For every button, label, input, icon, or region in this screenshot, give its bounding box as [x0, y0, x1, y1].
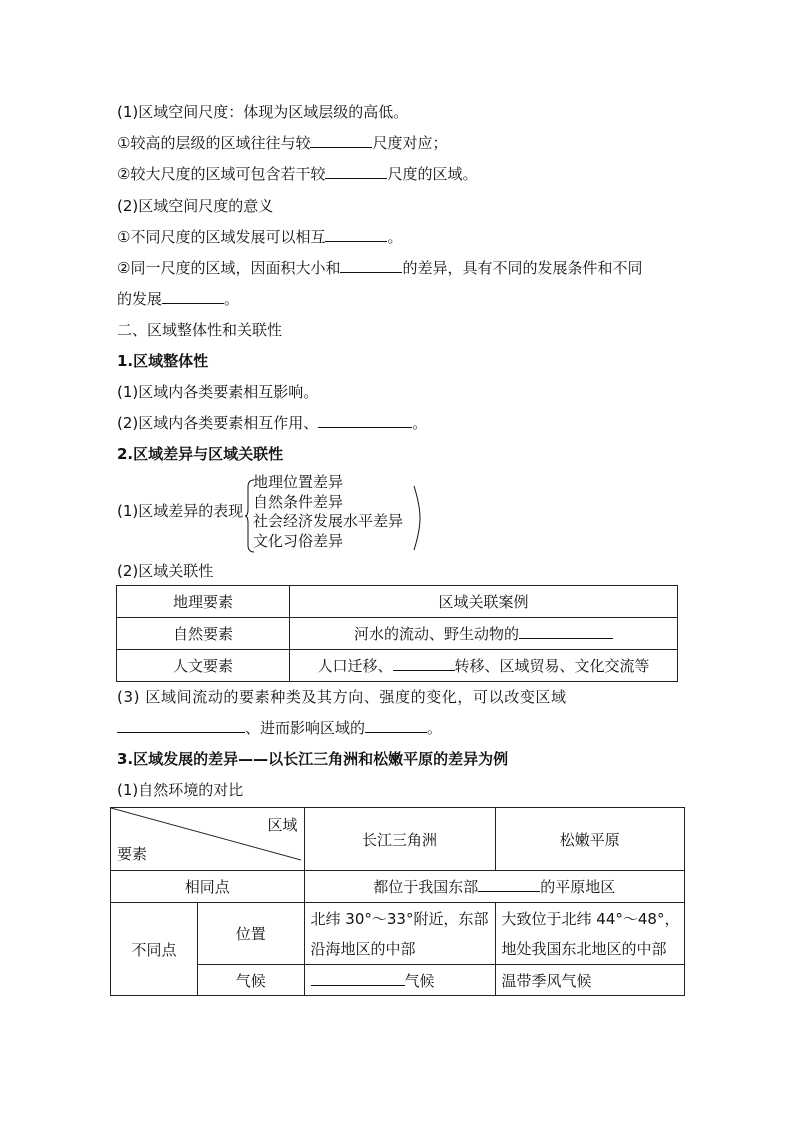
text-line — [117, 780, 243, 800]
fill-blank[interactable] — [478, 877, 540, 892]
comparison-table — [110, 807, 685, 996]
right-paren-icon — [413, 485, 421, 551]
brace-item: 地理位置差异 — [253, 473, 344, 491]
text: 大致位于北纬 44°～48°， — [501, 909, 680, 928]
text: (2)区域空间尺度的意义 — [117, 197, 274, 215]
table-cell: 温带季风气候 — [495, 965, 684, 996]
association-table — [116, 585, 678, 682]
fill-blank[interactable] — [162, 289, 224, 304]
text: 1.区域整体性 — [117, 352, 209, 370]
fill-blank[interactable] — [365, 718, 427, 733]
text-line — [117, 196, 273, 216]
text: 地处我国东北地区的中部 — [501, 939, 667, 958]
header-cell: 松嫩平原 — [495, 808, 684, 871]
text: ①较高的层级的区域往往与较 — [117, 134, 311, 152]
section-heading — [117, 320, 282, 340]
text-line — [117, 382, 318, 402]
text: 。 — [412, 414, 428, 432]
table-cell — [304, 965, 495, 996]
fill-blank[interactable] — [519, 624, 613, 639]
text: 尺度的区域。 — [387, 165, 478, 183]
text: 的发展 — [117, 290, 163, 308]
text: 北纬 30°～33°附近，东部 — [310, 909, 489, 928]
corner-cell — [111, 808, 305, 871]
text: ②较大尺度的区域可包含若干较 — [117, 165, 326, 183]
text: (2)区域内各类要素相互作用、 — [117, 414, 319, 432]
text: ①不同尺度的区域发展可以相互 — [117, 228, 326, 246]
header-cell: 长江三角洲 — [304, 808, 495, 871]
text: (2)区域关联性 — [117, 562, 214, 580]
table-cell: 相同点 — [111, 871, 305, 903]
text: 人口迁移、 — [317, 657, 393, 675]
table-cell — [290, 618, 678, 650]
text-line — [117, 133, 447, 153]
text: 尺度对应； — [372, 134, 448, 152]
text: ②同一尺度的区域，因面积大小和 — [117, 259, 341, 277]
brace-item: 社会经济发展水平差异 — [253, 512, 404, 530]
text: 。 — [427, 719, 443, 737]
text: 。 — [387, 228, 403, 246]
text: (1)区域内各类要素相互影响。 — [117, 383, 319, 401]
fill-blank[interactable] — [325, 227, 387, 242]
fill-blank[interactable] — [340, 258, 402, 273]
table-row — [117, 650, 678, 682]
fill-blank[interactable] — [117, 718, 245, 733]
text: 3.区域发展的差异——以长江三角洲和松嫩平原的差异为例 — [117, 750, 509, 768]
text: 。 — [224, 290, 240, 308]
subsection-heading — [117, 444, 283, 464]
text-line — [117, 561, 213, 581]
text: 2.区域差异与区域关联性 — [117, 445, 284, 463]
text: 都位于我国东部 — [373, 878, 479, 896]
subsection-heading — [117, 749, 508, 769]
fill-blank[interactable] — [318, 413, 412, 428]
text: 转移、区域贸易、文化交流等 — [454, 657, 650, 675]
table-header-row — [111, 808, 685, 871]
table-cell — [290, 650, 678, 682]
text: (1)自然环境的对比 — [117, 781, 244, 799]
text: 的平原地区 — [540, 878, 616, 896]
table-cell: 自然要素 — [117, 618, 290, 650]
text-line — [117, 164, 477, 184]
table-cell — [495, 903, 684, 965]
text-line — [117, 258, 642, 278]
subsection-heading — [117, 351, 208, 371]
text: 气候 — [404, 971, 435, 990]
brace-items — [253, 473, 403, 551]
text-line — [117, 413, 427, 433]
fill-blank[interactable] — [325, 164, 387, 179]
text: 二、区域整体性和关联性 — [117, 321, 283, 339]
fill-blank[interactable] — [310, 133, 372, 148]
table-cell — [304, 903, 495, 965]
table-header-row — [117, 586, 678, 618]
text-line — [117, 102, 408, 122]
header-cell: 区域关联案例 — [290, 586, 678, 618]
text: 河水的流动、野生动物的 — [353, 625, 519, 643]
brace-item: 文化习俗差异 — [253, 531, 344, 550]
fill-blank[interactable] — [393, 656, 455, 671]
text: (3) 区域间流动的要素种类及其方向、强度的变化，可以改变区域 — [117, 688, 567, 706]
table-cell: 不同点 — [111, 903, 198, 996]
fill-blank[interactable] — [311, 971, 405, 986]
text: 沿海地区的中部 — [310, 939, 416, 958]
corner-bottom-label: 要素 — [117, 845, 148, 863]
table-cell: 位置 — [198, 903, 305, 965]
text-line — [117, 227, 402, 247]
table-cell: 气候 — [198, 965, 305, 996]
text-line — [117, 718, 442, 738]
table-row — [111, 903, 685, 965]
header-cell: 地理要素 — [117, 586, 290, 618]
text: (1)区域空间尺度：体现为区域层级的高低。 — [117, 103, 409, 121]
text: 的差异，具有不同的发展条件和不同 — [402, 259, 643, 277]
brace-label: (1)区域差异的表现 — [117, 502, 244, 520]
text-line — [117, 289, 239, 309]
table-row — [117, 618, 678, 650]
corner-top-label: 区域 — [267, 816, 298, 834]
table-cell — [304, 871, 684, 903]
brace-item: 自然条件差异 — [253, 492, 344, 511]
table-row — [111, 871, 685, 903]
text-line — [117, 687, 567, 707]
text: 、进而影响区域的 — [245, 719, 366, 737]
table-cell: 人文要素 — [117, 650, 290, 682]
table-row — [111, 965, 685, 996]
